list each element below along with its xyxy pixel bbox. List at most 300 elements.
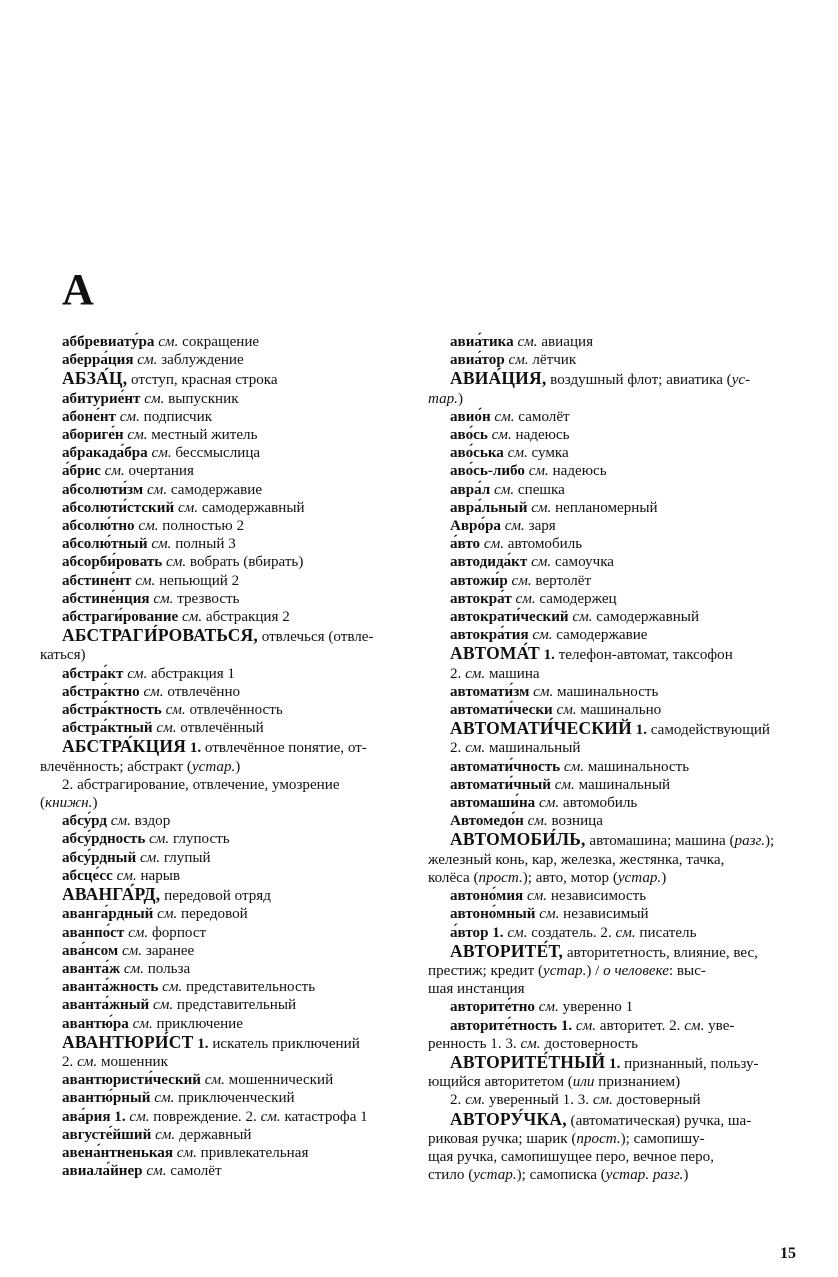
dictionary-line: [40, 333, 380, 351]
headword: авантюристи́ческий: [62, 1072, 201, 1089]
dictionary-line: [428, 462, 792, 480]
usage-label: или: [572, 1074, 595, 1091]
definition: вертолёт: [531, 572, 592, 589]
dictionary-line: [428, 572, 792, 590]
headword: абоне́нт: [62, 408, 116, 425]
usage-label: устар. разг.: [605, 1167, 684, 1184]
cross-ref-marker: см.: [526, 888, 548, 905]
dictionary-line: [40, 590, 380, 608]
definition: заря: [524, 518, 556, 535]
definition: искатель приключений: [208, 1035, 360, 1052]
cross-ref-marker: см.: [531, 554, 552, 571]
cross-ref-marker: см.: [156, 720, 177, 737]
dictionary-line: [40, 1108, 380, 1126]
headword: АВТОМАТИ́ЧЕСКИЙ: [450, 718, 632, 739]
cross-ref-marker: см.: [138, 518, 159, 535]
definition: уверенно 1: [558, 999, 634, 1016]
headword: автомати́зм: [450, 683, 530, 700]
cross-ref-marker: см.: [155, 1126, 176, 1143]
definition: создатель. 2.: [527, 924, 616, 941]
dictionary-line: [40, 351, 380, 369]
left-column: [40, 333, 380, 1180]
dictionary-line: [428, 776, 792, 794]
definition: державный: [175, 1126, 252, 1143]
dictionary-line: [428, 644, 792, 664]
headword: АБСТРА́КЦИЯ: [62, 736, 187, 757]
dictionary-line: [40, 426, 380, 444]
dictionary-line: [428, 390, 792, 408]
headword: абсолю́тный: [62, 536, 148, 553]
headword: Автомедо́н: [450, 813, 524, 830]
cross-ref-marker: см.: [149, 831, 170, 848]
cross-ref-marker: см.: [177, 499, 199, 516]
definition: автомобиль: [503, 536, 583, 553]
dictionary-line: [40, 1071, 380, 1089]
cross-ref-marker: см.: [684, 1017, 705, 1034]
dictionary-line: [40, 1126, 380, 1144]
definition: абстракция 1: [147, 665, 235, 682]
dictionary-line: [428, 369, 792, 389]
cross-ref-marker: см.: [204, 1072, 225, 1089]
headword: абсце́сс: [62, 867, 113, 884]
cross-ref-marker: см.: [532, 627, 553, 644]
definition: сумка: [527, 445, 569, 462]
definition: вздор: [130, 813, 171, 830]
definition: абстракция 2: [202, 609, 290, 626]
definition: каться): [40, 647, 86, 664]
cross-ref-marker: см.: [127, 665, 148, 682]
dictionary-line: [40, 849, 380, 867]
headword: августе́йший: [62, 1126, 152, 1143]
dictionary-line: [40, 924, 380, 942]
headword: ава́нсом: [62, 942, 119, 959]
definition: представительность: [182, 979, 316, 996]
cross-ref-marker: см.: [110, 813, 131, 830]
dictionary-line: [428, 739, 792, 757]
dictionary-line: [428, 553, 792, 571]
headword: абсу́рд: [62, 813, 107, 830]
definition: сокращение: [178, 334, 260, 350]
dictionary-line: [40, 1144, 380, 1162]
sense-number: 1.: [488, 924, 504, 941]
usage-label: разг.: [734, 833, 765, 850]
definition: признанный, пользу-: [620, 1055, 759, 1072]
headword: АВАНГА́РД,: [62, 884, 161, 905]
headword: абстраги́рование: [62, 609, 179, 626]
dictionary-line: [40, 794, 380, 812]
definition: ) /: [586, 962, 604, 979]
usage-label: ус-: [731, 372, 751, 389]
headword: авиа́тор: [450, 352, 505, 369]
definition: самоучка: [551, 554, 614, 571]
dictionary-line: [40, 737, 380, 757]
headword: автоно́мный: [450, 906, 536, 923]
headword: аванпо́ст: [62, 924, 125, 941]
dictionary-line: [428, 1073, 792, 1091]
dictionary-line: [428, 665, 792, 683]
cross-ref-marker: см.: [127, 427, 148, 444]
headword: авторите́тно: [450, 999, 535, 1016]
definition: достоверный: [612, 1092, 701, 1109]
headword: аванта́жность: [62, 979, 159, 996]
definition: достоверность: [540, 1035, 639, 1052]
definition: повреждение. 2.: [149, 1108, 261, 1125]
definition: воздушный флот; авиатика (: [546, 372, 732, 389]
dictionary-line: [40, 462, 380, 480]
headword: автократи́ческий: [450, 609, 569, 626]
usage-label: см.: [465, 1092, 486, 1109]
dictionary-line: [428, 351, 792, 369]
cross-ref-marker: см.: [166, 554, 187, 571]
definition: (автоматическая) ручка, ша-: [566, 1112, 752, 1129]
definition: отвлечься (отвле-: [257, 629, 374, 646]
headword: а́брис: [62, 463, 101, 480]
headword: абсу́рдность: [62, 831, 146, 848]
headword: АВИА́ЦИЯ,: [450, 368, 547, 389]
definition: отвлечённое понятие, от-: [201, 740, 367, 757]
dictionary-line: [428, 924, 792, 942]
dictionary-line: [428, 998, 792, 1016]
dictionary-line: [428, 1017, 792, 1035]
cross-ref-marker: см.: [507, 924, 528, 941]
dictionary-line: [40, 535, 380, 553]
headword: абстра́ктно: [62, 683, 140, 700]
cross-ref-marker: см.: [483, 536, 504, 553]
definition: трезвость: [173, 590, 240, 607]
dictionary-line: [428, 1110, 792, 1130]
dictionary-line: [428, 499, 792, 517]
dictionary-line: [428, 830, 792, 850]
sense-number: 1.: [186, 740, 202, 757]
headword: авантю́ра: [62, 1015, 129, 1032]
definition: независимый: [559, 906, 649, 923]
definition: отвлечённо: [163, 683, 241, 700]
definition: 2.: [450, 665, 466, 682]
definition: самодействующий: [647, 722, 770, 739]
headword: авторите́тность: [450, 1017, 558, 1034]
usage-label: устар.: [191, 758, 236, 775]
cross-ref-marker: см.: [135, 572, 156, 589]
headword: абсорби́ровать: [62, 554, 163, 571]
cross-ref-marker: см.: [563, 758, 584, 775]
cross-ref-marker: см.: [182, 609, 203, 626]
definition: уве-: [704, 1017, 735, 1034]
definition: ); самопишу-: [620, 1130, 705, 1147]
definition: самолёт: [166, 1163, 222, 1180]
headword: а́вто: [450, 536, 481, 553]
headword: абстине́нт: [62, 572, 132, 589]
usage-label: прост.: [576, 1130, 621, 1147]
dictionary-line: [428, 408, 792, 426]
headword: АВТОМОБИ́ЛЬ,: [450, 829, 586, 850]
definition: ): [92, 795, 98, 812]
cross-ref-marker: см.: [165, 702, 186, 719]
dictionary-line: [40, 517, 380, 535]
headword: АВТОРИТЕ́Т,: [450, 940, 564, 961]
headword: Авро́ра: [450, 518, 501, 535]
dictionary-line: [40, 369, 380, 389]
definition: мошенник: [97, 1053, 168, 1070]
dictionary-line: [428, 1035, 792, 1053]
definition: : выс-: [668, 962, 706, 979]
dictionary-line: [40, 646, 380, 664]
definition: непланомерный: [551, 499, 658, 516]
dictionary-line: [40, 942, 380, 960]
definition: катастрофа 1: [280, 1108, 368, 1125]
dictionary-line: [428, 1130, 792, 1148]
definition: подписчик: [139, 408, 213, 425]
headword: автомати́чный: [450, 776, 551, 793]
dictionary-line: [40, 719, 380, 737]
definition: машинальность: [583, 758, 690, 775]
dictionary-line: [428, 869, 792, 887]
sense-number: 1.: [193, 1035, 209, 1052]
cross-ref-marker: см.: [132, 1015, 153, 1032]
right-column: [428, 333, 792, 1184]
usage-label: книжн.: [45, 795, 93, 812]
definition: шая инстанция: [428, 981, 525, 998]
headword: аванта́жный: [62, 997, 150, 1014]
cross-ref-marker: см.: [533, 683, 554, 700]
dictionary-line: [40, 1015, 380, 1033]
headword: аббревиату́ра: [62, 334, 155, 350]
headword: абсу́рдный: [62, 849, 137, 866]
cross-ref-marker: см.: [121, 942, 143, 959]
headword: АВТОРИТЕ́ТНЫЙ: [450, 1051, 606, 1072]
cross-ref-marker: см.: [157, 906, 178, 923]
headword: АБСТРАГИ́РОВАТЬСЯ,: [62, 625, 258, 646]
definition: надеюсь: [548, 463, 607, 480]
dictionary-line: [40, 960, 380, 978]
dictionary-line: [428, 701, 792, 719]
headword: ава́рия: [62, 1108, 111, 1125]
definition: выпускник: [164, 390, 239, 407]
dictionary-line: [40, 830, 380, 848]
cross-ref-marker: см.: [539, 906, 560, 923]
sense-number: 1.: [110, 1108, 126, 1125]
dictionary-line: [428, 887, 792, 905]
definition: автомашина; машина (: [585, 833, 735, 850]
cross-ref-marker: см.: [531, 499, 552, 516]
cross-ref-marker: см.: [527, 813, 548, 830]
cross-ref-marker: см.: [556, 702, 577, 719]
cross-ref-marker: см.: [260, 1108, 281, 1125]
definition: глупость: [169, 831, 230, 848]
headword: аво́ська: [450, 445, 504, 462]
dictionary-line: [40, 572, 380, 590]
dictionary-line: [40, 499, 380, 517]
dictionary-line: [428, 333, 792, 351]
definition: автомобиль: [559, 795, 638, 812]
cross-ref-marker: см.: [137, 352, 158, 369]
definition: 2. абстрагирование, отвлечение, умозрение: [62, 776, 340, 793]
dictionary-line: [40, 1162, 380, 1180]
definition: авторитетность, влияние, вес,: [563, 944, 758, 961]
definition: признанием): [594, 1074, 681, 1091]
headword: аво́сь: [450, 427, 488, 444]
dictionary-line: [428, 1148, 792, 1166]
dictionary-line: [428, 608, 792, 626]
definition: машинальность: [553, 683, 659, 700]
dictionary-line: [40, 444, 380, 462]
definition: ); авто, мотор (: [522, 869, 618, 886]
cross-ref-marker: см.: [162, 979, 183, 996]
definition: );: [765, 833, 775, 850]
definition: авиация: [537, 334, 594, 350]
definition: ренность 1. 3.: [428, 1035, 521, 1052]
cross-ref-marker: см.: [116, 867, 137, 884]
usage-label: см.: [465, 665, 486, 682]
definition: ): [235, 758, 241, 775]
definition: колёса (: [428, 869, 479, 886]
headword: абсолю́тно: [62, 518, 135, 535]
dictionary-line: [40, 390, 380, 408]
definition: форпост: [148, 924, 207, 941]
dictionary-line: [40, 905, 380, 923]
cross-ref-marker: см.: [153, 997, 174, 1014]
definition: очертания: [124, 463, 194, 480]
definition: местный житель: [147, 427, 258, 444]
cross-ref-marker: см.: [176, 1144, 197, 1161]
dictionary-line: [40, 996, 380, 1014]
dictionary-line: [40, 665, 380, 683]
definition: ): [661, 869, 667, 886]
headword: аберра́ция: [62, 352, 134, 369]
definition: самодержавный: [198, 499, 305, 516]
cross-ref-marker: см.: [143, 683, 164, 700]
dictionary-line: [40, 683, 380, 701]
cross-ref-marker: см.: [491, 427, 512, 444]
sense-number: 1.: [605, 1055, 621, 1072]
cross-ref-marker: см.: [494, 481, 515, 498]
cross-ref-marker: см.: [144, 390, 165, 407]
definition: щая ручка, самопишущее перо, вечное перо,: [428, 1148, 714, 1165]
sense-number: 1.: [557, 1017, 573, 1034]
headword: авра́льный: [450, 499, 528, 516]
cross-ref-marker: см.: [528, 463, 549, 480]
cross-ref-marker: см.: [146, 481, 168, 498]
dictionary-line: [428, 590, 792, 608]
definition: стило (: [428, 1167, 474, 1184]
usage-label: о человеке: [603, 962, 669, 979]
definition: надеюсь: [511, 427, 570, 444]
sense-number: 1.: [539, 647, 555, 664]
definition: машинально: [576, 702, 662, 719]
headword: автоно́мия: [450, 888, 524, 905]
definition: машинальный: [485, 740, 581, 757]
section-letter: А: [62, 265, 94, 314]
definition: приключение: [152, 1015, 243, 1032]
definition: польза: [143, 960, 191, 977]
dictionary-line: [428, 683, 792, 701]
dictionary-line: [40, 481, 380, 499]
definition: отвлечённый: [176, 720, 264, 737]
definition: спешка: [514, 481, 565, 498]
cross-ref-marker: см.: [507, 445, 528, 462]
cross-ref-marker: см.: [146, 1163, 167, 1180]
definition: самодержавие: [167, 481, 263, 498]
dictionary-line: [428, 962, 792, 980]
cross-ref-marker: см.: [158, 334, 179, 350]
cross-ref-marker: см.: [119, 408, 140, 425]
cross-ref-marker: см.: [151, 536, 172, 553]
dictionary-line: [428, 481, 792, 499]
dictionary-line: [40, 701, 380, 719]
definition: приключенческий: [174, 1090, 295, 1107]
definition: авторитет. 2.: [596, 1017, 685, 1034]
definition: ): [683, 1167, 689, 1184]
headword: АВТОРУ́ЧКА,: [450, 1108, 567, 1129]
dictionary-line: [40, 553, 380, 571]
dictionary-line: [428, 444, 792, 462]
dictionary-line: [428, 426, 792, 444]
definition: лётчик: [528, 352, 577, 369]
definition: передовой: [177, 906, 248, 923]
cross-ref-marker: см.: [554, 776, 575, 793]
definition: 2.: [62, 1053, 78, 1070]
definition: представительный: [173, 997, 297, 1014]
cross-ref-marker: см.: [123, 960, 144, 977]
dictionary-line: [40, 758, 380, 776]
dictionary-line: [428, 626, 792, 644]
cross-ref-marker: см.: [539, 795, 560, 812]
dictionary-line: [428, 794, 792, 812]
headword: авантю́рный: [62, 1090, 151, 1107]
cross-ref-marker: см.: [575, 1017, 597, 1034]
dictionary-line: [40, 408, 380, 426]
cross-ref-marker: см.: [508, 352, 529, 369]
headword: авиа́тика: [450, 334, 514, 350]
definition: мошеннический: [224, 1072, 334, 1089]
usage-label: см.: [520, 1035, 541, 1052]
definition: привлекательная: [196, 1144, 309, 1161]
headword: авио́н: [450, 408, 491, 425]
dictionary-line: [40, 885, 380, 905]
definition: телефон-автомат, таксофон: [554, 647, 733, 664]
headword: аванта́ж: [62, 960, 121, 977]
cross-ref-marker: см.: [494, 408, 515, 425]
cross-ref-marker: см.: [504, 518, 525, 535]
definition: полный 3: [171, 536, 236, 553]
headword: абориге́н: [62, 427, 124, 444]
dictionary-line: [40, 978, 380, 996]
dictionary-line: [40, 812, 380, 830]
dictionary-line: [428, 535, 792, 553]
dictionary-line: [40, 867, 380, 885]
dictionary-line: [428, 980, 792, 998]
page-number: 15: [780, 1245, 796, 1262]
usage-label: тар.: [428, 390, 458, 407]
usage-label: см.: [465, 740, 486, 757]
headword: абстине́нция: [62, 590, 150, 607]
headword: аванга́рдный: [62, 906, 154, 923]
definition: риковая ручка; шарик (: [428, 1130, 577, 1147]
cross-ref-marker: см.: [139, 849, 161, 866]
cross-ref-marker: см.: [517, 334, 538, 350]
definition: заранее: [142, 942, 195, 959]
headword: абракада́бра: [62, 445, 148, 462]
dictionary-line: [40, 1089, 380, 1107]
cross-ref-marker: см.: [515, 590, 536, 607]
headword: абсолюти́стский: [62, 499, 175, 516]
definition: глупый: [160, 849, 211, 866]
definition: нарыв: [136, 867, 181, 884]
dictionary-line: [428, 942, 792, 962]
definition: ): [457, 390, 463, 407]
sense-number: 1.: [631, 722, 647, 739]
dictionary-line: [428, 905, 792, 923]
definition: самодержец: [535, 590, 617, 607]
